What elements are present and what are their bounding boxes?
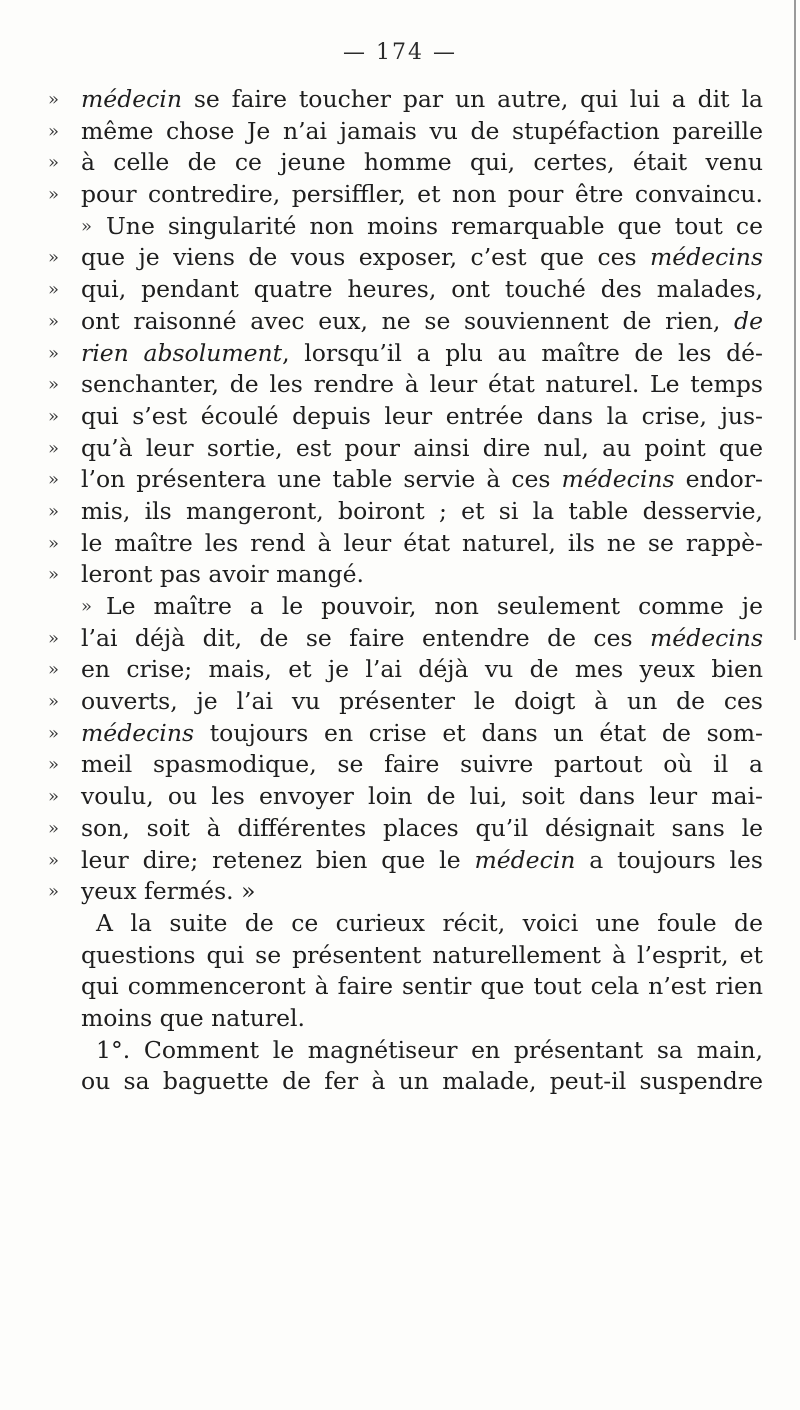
italic-text: médecins bbox=[649, 243, 763, 272]
text-line bbox=[48, 464, 763, 496]
line-text: Une singularité non moins remarquable que tout ce bbox=[106, 211, 763, 240]
line-text: questions qui se présentent naturellement à l’esprit, et bbox=[81, 940, 763, 969]
quote-mark: » bbox=[48, 152, 60, 174]
italic-text: médecin bbox=[474, 845, 576, 874]
line-text: a toujours les bbox=[575, 845, 763, 874]
quote-mark: » bbox=[48, 405, 60, 427]
line-text: ont raisonné avec eux, ne se souviennent de rien, bbox=[81, 306, 735, 335]
text-line bbox=[48, 84, 763, 116]
line-text: 1°. Comment le magnétiseur en présentant sa main, bbox=[96, 1035, 763, 1064]
text-line bbox=[48, 971, 763, 1003]
body-text bbox=[48, 84, 763, 1098]
quote-mark: » bbox=[48, 722, 60, 744]
line-text: , lorsqu’il a plu au maître de les dé- bbox=[282, 338, 763, 367]
quote-mark: » bbox=[48, 627, 60, 649]
text-line bbox=[48, 559, 763, 591]
text-line bbox=[48, 845, 763, 877]
quote-mark: » bbox=[48, 564, 60, 586]
line-text: leront pas avoir mangé. bbox=[81, 560, 364, 589]
quote-mark: » bbox=[48, 310, 60, 332]
text-line bbox=[48, 623, 763, 655]
line-text: l’on présentera une table servie à ces bbox=[81, 465, 562, 494]
quote-mark: » bbox=[48, 184, 60, 206]
line-text: qu’à leur sortie, est pour ainsi dire nul, au point que bbox=[81, 433, 763, 462]
text-line bbox=[48, 433, 763, 465]
quote-mark: » bbox=[48, 691, 60, 713]
text-line bbox=[48, 908, 763, 940]
line-text: senchanter, de les rendre à leur état naturel. Le temps bbox=[81, 370, 763, 399]
line-text: son, soit à différentes places qu’il désignait sans le bbox=[81, 813, 763, 842]
text-line bbox=[48, 179, 763, 211]
text-line bbox=[48, 401, 763, 433]
line-text: qui, pendant quatre heures, ont touché des malades, bbox=[81, 275, 763, 304]
line-text: A la suite de ce curieux récit, voici une foule de bbox=[96, 908, 763, 937]
text-line bbox=[48, 1035, 763, 1067]
text-line bbox=[48, 369, 763, 401]
italic-text: médecin bbox=[81, 85, 182, 113]
line-text: que je viens de vous exposer, c’est que ces bbox=[81, 243, 650, 272]
italic-text: rien absolument bbox=[81, 338, 283, 367]
text-line bbox=[48, 338, 763, 370]
quote-mark: » bbox=[48, 786, 60, 808]
quote-mark: » bbox=[81, 215, 93, 237]
line-text: se faire toucher par un autre, qui lui a dit la bbox=[181, 85, 763, 113]
line-text: endor- bbox=[674, 465, 763, 494]
text-line bbox=[48, 242, 763, 274]
text-line bbox=[48, 591, 763, 623]
line-text: voulu, ou les envoyer loin de lui, soit dans leur mai- bbox=[81, 782, 763, 811]
line-text: qui commenceront à faire sentir que tout cela n’est rien bbox=[81, 972, 763, 1001]
text-line bbox=[48, 940, 763, 972]
quote-mark: » bbox=[48, 469, 60, 491]
quote-mark: » bbox=[48, 754, 60, 776]
quote-mark: » bbox=[48, 89, 60, 110]
line-text: l’ai déjà dit, de se faire entendre de ces bbox=[81, 623, 650, 652]
page-number-header: — 174 — bbox=[343, 40, 457, 65]
text-line bbox=[48, 147, 763, 179]
text-line bbox=[48, 1066, 763, 1098]
line-text: même chose Je n’ai jamais vu de stupéfaction pareille bbox=[81, 116, 763, 145]
text-line bbox=[48, 686, 763, 718]
line-text: ou sa baguette de fer à un malade, peut-il suspendre bbox=[81, 1067, 763, 1096]
quote-mark: » bbox=[48, 817, 60, 839]
quote-mark: » bbox=[48, 247, 60, 269]
line-text: en crise; mais, et je l’ai déjà vu de mes yeux bien bbox=[81, 655, 763, 684]
page-edge-line bbox=[794, 0, 796, 640]
quote-mark: » bbox=[48, 532, 60, 554]
quote-mark: » bbox=[48, 849, 60, 871]
quote-mark: » bbox=[48, 120, 60, 142]
italic-text: médecins bbox=[81, 718, 195, 747]
quote-mark: » bbox=[48, 342, 60, 364]
text-line bbox=[48, 876, 763, 908]
quote-mark: » bbox=[48, 500, 60, 522]
line-text: leur dire; retenez bien que le bbox=[81, 845, 475, 874]
quote-mark: » bbox=[48, 437, 60, 459]
text-line bbox=[48, 274, 763, 306]
text-line bbox=[48, 749, 763, 781]
line-text: yeux fermés. » bbox=[81, 877, 256, 906]
quote-mark: » bbox=[48, 279, 60, 301]
quote-mark: » bbox=[81, 596, 93, 617]
text-line bbox=[48, 654, 763, 686]
quote-mark: » bbox=[48, 659, 60, 681]
quote-mark: » bbox=[48, 881, 60, 903]
line-text: moins que naturel. bbox=[81, 1003, 306, 1032]
line-text: le maître les rend à leur état naturel, ils ne se rappè- bbox=[81, 528, 763, 557]
line-text: Le maître a le pouvoir, non seulement comme je bbox=[106, 592, 763, 620]
line-text: ouverts, je l’ai vu présenter le doigt à un de ces bbox=[81, 687, 763, 716]
italic-text: médecins bbox=[649, 623, 763, 652]
italic-text: de bbox=[734, 306, 763, 335]
text-line bbox=[48, 306, 763, 338]
text-line bbox=[48, 528, 763, 560]
text-line bbox=[48, 718, 763, 750]
text-line bbox=[48, 813, 763, 845]
line-text: qui s’est écoulé depuis leur entrée dans la crise, jus- bbox=[81, 401, 763, 430]
italic-text: médecins bbox=[561, 465, 675, 494]
text-line bbox=[48, 496, 763, 528]
text-line bbox=[48, 211, 763, 243]
text-line bbox=[48, 1003, 763, 1035]
quote-mark: » bbox=[48, 374, 60, 396]
line-text: meil spasmodique, se faire suivre partout où il a bbox=[81, 750, 763, 779]
text-line bbox=[48, 116, 763, 148]
line-text: pour contredire, persiffler, et non pour être convaincu. bbox=[81, 180, 763, 209]
line-text: mis, ils mangeront, boiront ; et si la table desservie, bbox=[81, 496, 763, 525]
text-line bbox=[48, 781, 763, 813]
line-text: à celle de ce jeune homme qui, certes, était venu bbox=[81, 148, 763, 177]
line-text: toujours en crise et dans un état de som- bbox=[194, 718, 763, 747]
